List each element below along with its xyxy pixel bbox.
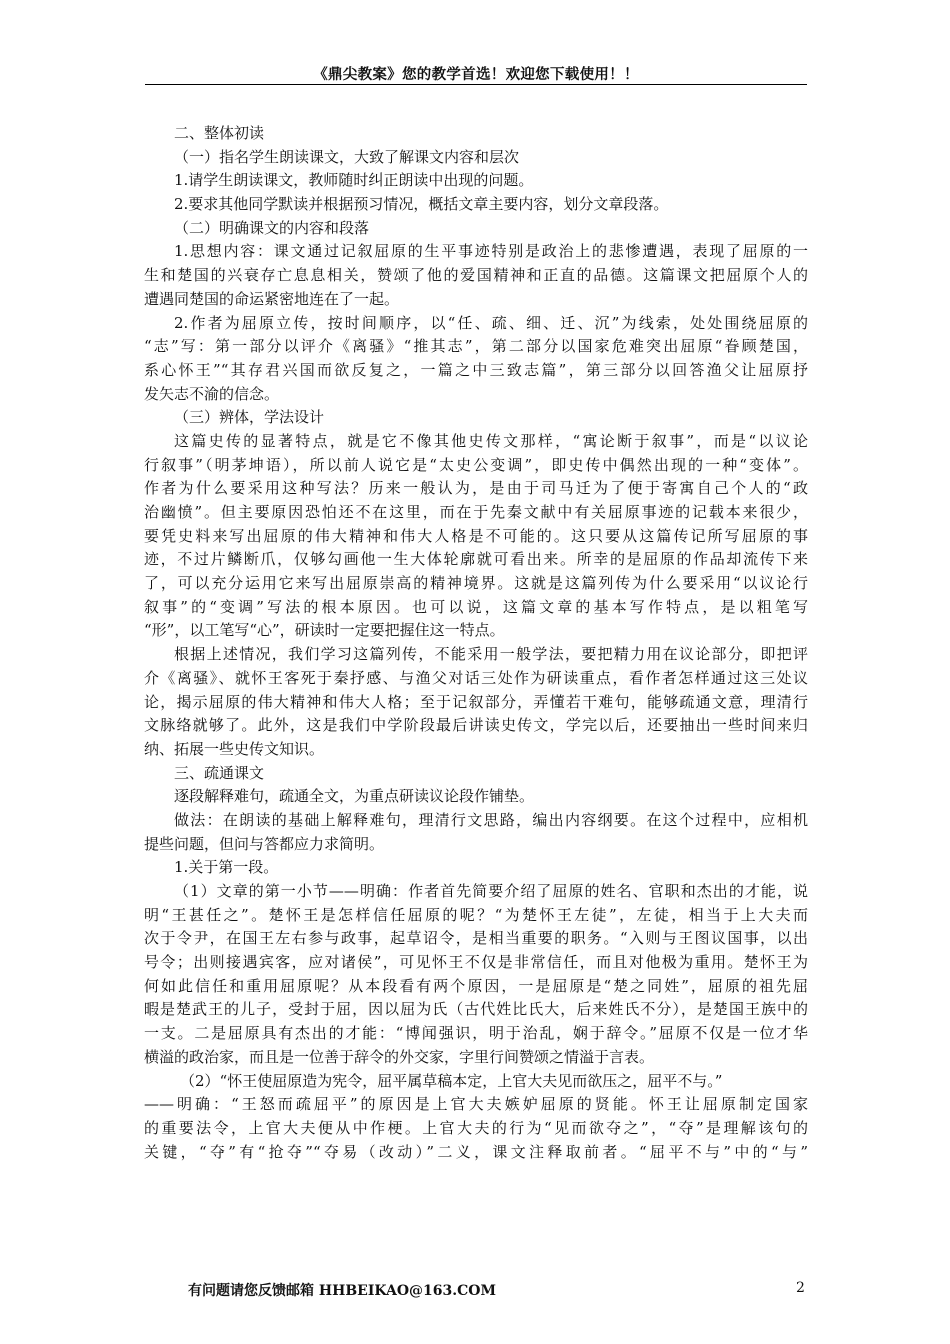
text-line: 逐段解释难句，疏通全文，为重点研读议论段作铺垫。 (174, 787, 535, 806)
text-line: 提些问题，但问与答都应力求简明。 (144, 834, 385, 853)
text-line: 纳、拓展一些史传文知识。 (144, 739, 325, 758)
text-line: 迹，不过片鳞断爪，仅够勾画他一生大体轮廓就可看出来。所幸的是屈原的作品却流传下来 (144, 550, 808, 569)
text-line: 治幽愤”。但主要原因恐怕还不在这里，而在于先秦文献中有关屈原事迹的记载本来很少， (144, 503, 808, 521)
text-line: 一支。二是屈原具有杰出的才能：“博闻强识，明于治乱，娴于辞令。”屈原不仅是一位才华 (144, 1024, 808, 1043)
text-line: 论，揭示屈原的伟大精神和伟大人格；至于记叙部分，弄懂若干难句，能够疏通文意，理清行 (144, 692, 808, 711)
text-line: 1.思想内容：课文通过记叙屈原的生平事迹特别是政治上的悲惨遭遇，表现了屈原的一 (174, 242, 808, 261)
text-line: 2.作者为屈原立传，按时间顺序，以“任、疏、细、迁、沉”为线索，处处围绕屈原的 (174, 313, 808, 332)
text-line: （1）文章的第一小节——明确：作者首先简要介绍了屈原的姓名、官职和杰出的才能，说 (174, 882, 808, 900)
text-line: ——明确：“王怒而疏屈平”的原因是上官大夫嫉妒屈原的贤能。怀王让屈原制定国家 (144, 1095, 808, 1114)
text-line: 这篇史传的显著特点，就是它不像其他史传文那样，“寓论断于叙事”，而是“以议论 (174, 431, 808, 450)
text-line: 关键，“夺”有“抢夺”“夺易（改动）”二义，课文注释取前者。“屈平不与”中的“与” (144, 1142, 808, 1161)
text-line: 作者为什么要采用这种写法？历来一般认为，是由于司马迁为了便于寄寓自己个人的“政 (144, 479, 808, 498)
text-line: 要凭史料来写出屈原的伟大精神和伟大人格是不可能的。这只要从这篇传记所写屈原的事 (144, 526, 808, 545)
header-divider (145, 84, 807, 85)
text-line: 横溢的政治家，而且是一位善于辞令的外交家，字里行间赞颂之情溢于言表。 (144, 1047, 655, 1066)
text-line: 生和楚国的兴衰存亡息息相关，赞颂了他的爱国精神和正直的品德。这篇课文把屈原个人的 (144, 266, 808, 285)
text-line: 二、整体初读 (174, 124, 265, 142)
text-line: 叙事”的“变调”写法的根本原因。也可以说，这篇文章的基本写作特点，是以粗笔写 (144, 597, 808, 616)
text-line: 做法：在朗读的基础上解释难句，理清行文思路，编出内容纲要。在这个过程中，应相机 (174, 810, 808, 829)
text-line: （二）明确课文的内容和段落 (174, 218, 370, 237)
text-line: 1.请学生朗读课文，教师随时纠正朗读中出现的问题。 (174, 171, 534, 190)
text-line: “形”，以工笔写“心”，研读时一定要把握住这一特点。 (144, 621, 505, 640)
text-line: 号令；出则接遇宾客，应对诸侯”，可见怀王不仅是非常信任，而且对他极为重用。楚怀王为 (144, 953, 808, 972)
text-line: 1.关于第一段。 (174, 858, 279, 877)
page-header-title: 《鼎尖教案》您的教学首选！欢迎您下载使用！！ (313, 66, 639, 83)
text-line: （三）辨体，学法设计 (174, 408, 325, 427)
text-line: 根据上述情况，我们学习这篇列传，不能采用一般学法，要把精力用在议论部分，即把评 (174, 645, 808, 664)
text-line: 三、疏通课文 (174, 763, 265, 782)
text-line: （一）指名学生朗读课文，大致了解课文内容和层次 (174, 147, 520, 166)
text-line: 系心怀王”“其存君兴国而欲反复之，一篇之中三致志篇”，第三部分以回答渔父让屈原抒 (144, 360, 808, 379)
footer-contact: 有问题请您反馈邮箱 HHBEIKAO@163.COM (188, 1283, 496, 1299)
text-line: 2.要求其他同学默读并根据预习情况，概括文章主要内容，划分文章段落。 (174, 195, 669, 214)
text-line: （2）“怀王使屈原造为宪令，屈平属草稿本定，上官大夫见而欲压之，屈平不与。” (180, 1071, 723, 1090)
text-line: 暇是楚武王的儿子，受封于屈，因以屈为氏（古代姓比氏大，后来姓氏不分），是楚国王族中的 (144, 1000, 808, 1019)
text-line: 明“王甚任之”。楚怀王是怎样信任屈原的呢？“为楚怀王左徒”，左徒，相当于上大夫而 (144, 905, 808, 924)
text-line: 次于令尹，在国王左右参与政事，起草诏令，是相当重要的职务。“入则与王图议国事，以出 (144, 929, 808, 948)
text-line: 行叙事”（明茅坤语），所以前人说它是“太史公变调”，即史传中偶然出现的一种“变体”。 (144, 455, 808, 474)
text-line: 遭遇同楚国的命运紧密地连在了一起。 (144, 289, 400, 308)
text-line: “志”写：第一部分以评介《离骚》“推其志”，第二部分以国家危难突出屈原“眷顾楚国， (144, 337, 808, 356)
document-body (144, 122, 808, 1164)
text-line: 的重要法令，上官大夫便从中作梗。上官大夫的行为“见而欲夺之”，“夺”是理解该句的 (144, 1118, 808, 1137)
text-line: 了，可以充分运用它来写出屈原崇高的精神境界。这就是这篇列传为什么要采用“以议论行 (144, 574, 808, 593)
text-line: 发矢志不渝的信念。 (144, 384, 280, 403)
text-line: 介《离骚》、就怀王客死于秦抒感、与渔父对话三处作为研读重点，看作者怎样通过这三处议 (144, 668, 808, 687)
text-line: 文脉络就够了。此外，这是我们中学阶段最后讲读史传文，学完以后，还要抽出一些时间来归 (144, 716, 808, 735)
page-number: 2 (796, 1280, 805, 1296)
text-line: 何如此信任和重用屈原呢？从本段看有两个原因，一是屈原是“楚之同姓”，屈原的祖先屈 (144, 976, 808, 995)
